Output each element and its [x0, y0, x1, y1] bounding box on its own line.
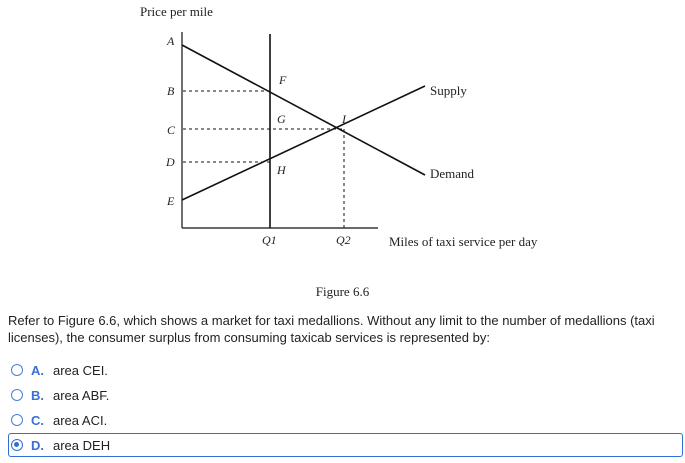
point-label-f: F [279, 73, 287, 87]
price-label-e: E [167, 194, 175, 208]
option-text: area DEH [53, 437, 111, 453]
x-axis-label: Miles of taxi service per day [389, 234, 538, 249]
radio-button-c[interactable] [11, 414, 23, 426]
option-letter: A. [31, 362, 44, 378]
question-text: Refer to Figure 6.6, which shows a market for taxi medallions. Without any limit to the number of medallions (taxi licenses), the consumer surplus from consuming taxicab services is represented by: [8, 313, 655, 345]
radio-button-a[interactable] [11, 364, 23, 376]
supply-curve [182, 86, 425, 200]
supply-label: Supply [430, 83, 467, 98]
demand-label: Demand [430, 166, 475, 181]
option-letter: D. [31, 437, 44, 453]
option-d[interactable] [8, 433, 683, 457]
quantity-label-q1: Q1 [262, 233, 277, 247]
quantity-label-q2: Q2 [336, 233, 351, 247]
figure-caption: Figure 6.6 [315, 284, 370, 299]
price-label-b: B [167, 84, 175, 98]
point-label-g: G [277, 112, 286, 126]
option-c[interactable] [8, 410, 683, 430]
option-text: area ABF. [53, 387, 110, 403]
answer-options [8, 360, 683, 460]
option-b[interactable] [8, 385, 683, 405]
point-label-i: I [342, 112, 346, 126]
radio-button-b[interactable] [11, 389, 23, 401]
option-text: area ACI. [53, 412, 108, 428]
demand-curve [182, 45, 425, 175]
price-label-d: D [166, 155, 175, 169]
price-label-c: C [167, 123, 176, 137]
option-letter: B. [31, 387, 44, 403]
price-label-a: A [167, 34, 175, 48]
radio-button-d[interactable] [11, 439, 23, 451]
y-axis-label: Price per mile [140, 4, 213, 19]
option-letter: C. [31, 412, 44, 428]
point-label-h: H [277, 163, 286, 177]
option-text: area CEI. [53, 362, 108, 378]
option-a[interactable] [8, 360, 683, 380]
